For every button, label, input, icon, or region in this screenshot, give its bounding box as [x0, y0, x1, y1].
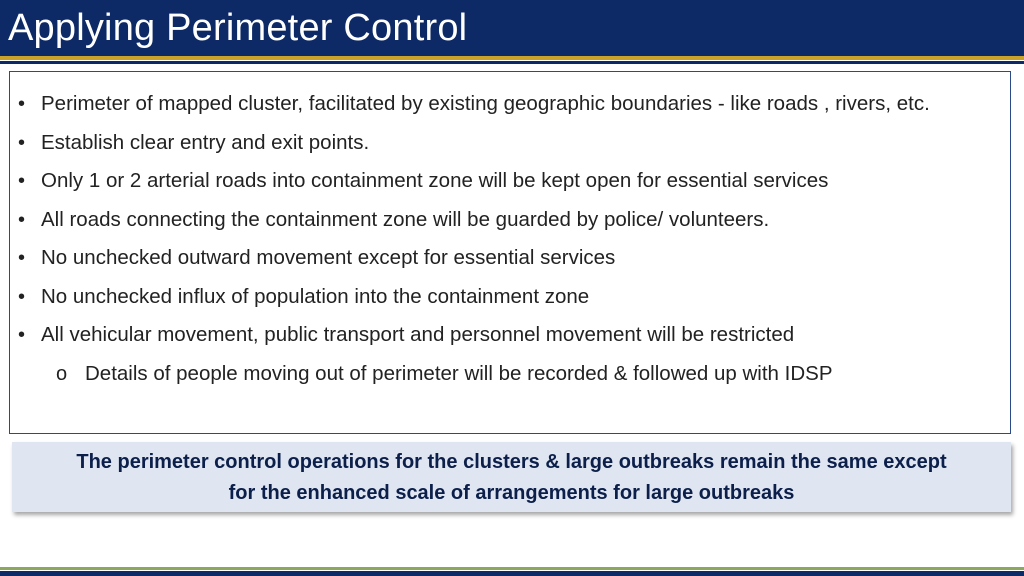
bullet-text: No unchecked outward movement except for essential services	[41, 246, 616, 269]
bullet-marker: •	[18, 93, 26, 115]
bullet-marker: •	[18, 208, 26, 231]
bullet-item	[10, 162, 1010, 201]
bullet-text: No unchecked influx of population into the containment zone	[41, 284, 590, 308]
bullet-marker: •	[18, 131, 26, 154]
bullet-marker: •	[18, 285, 26, 308]
bullet-content-box	[9, 71, 1011, 434]
sub-bullet-item	[10, 355, 1010, 394]
bullet-item	[10, 239, 1010, 278]
callout-line-2: for the enhanced scale of arrangements for large outbreaks	[228, 482, 795, 504]
bullet-marker: •	[18, 324, 26, 346]
bullet-text: All vehicular movement, public transport and personnel movement will be restricted	[41, 323, 795, 346]
callout-line-1: The perimeter control operations for the clusters & large outbreaks remain the same except	[76, 451, 947, 473]
bullet-list	[10, 85, 1010, 393]
sub-bullet-text: Details of people moving out of perimeter will be recorded & followed up with IDSP	[85, 361, 833, 385]
footer-rule-accent	[0, 567, 1024, 570]
bullet-item	[10, 316, 1010, 355]
title-underline-navy	[0, 61, 1024, 64]
bullet-text: Perimeter of mapped cluster, facilitated by existing geographic boundaries - like roads , rivers, etc.	[41, 92, 930, 115]
bullet-item	[10, 278, 1010, 317]
bullet-item	[10, 85, 1010, 124]
bullet-text: All roads connecting the containment zone will be guarded by police/ volunteers.	[41, 207, 770, 231]
bullet-item	[10, 124, 1010, 163]
bullet-marker: •	[18, 170, 26, 192]
callout-box	[12, 442, 1011, 512]
title-underline-gold	[0, 56, 1024, 60]
bullet-text: Only 1 or 2 arterial roads into containment zone will be kept open for essential services	[41, 169, 829, 192]
sub-bullet-marker: o	[56, 362, 68, 385]
bullet-text: Establish clear entry and exit points.	[41, 130, 370, 154]
footer-rule-navy	[0, 571, 1024, 576]
bullet-marker: •	[18, 247, 26, 269]
slide-title: Applying Perimeter Control	[8, 7, 468, 49]
bullet-item	[10, 201, 1010, 240]
title-bar	[0, 0, 1024, 56]
